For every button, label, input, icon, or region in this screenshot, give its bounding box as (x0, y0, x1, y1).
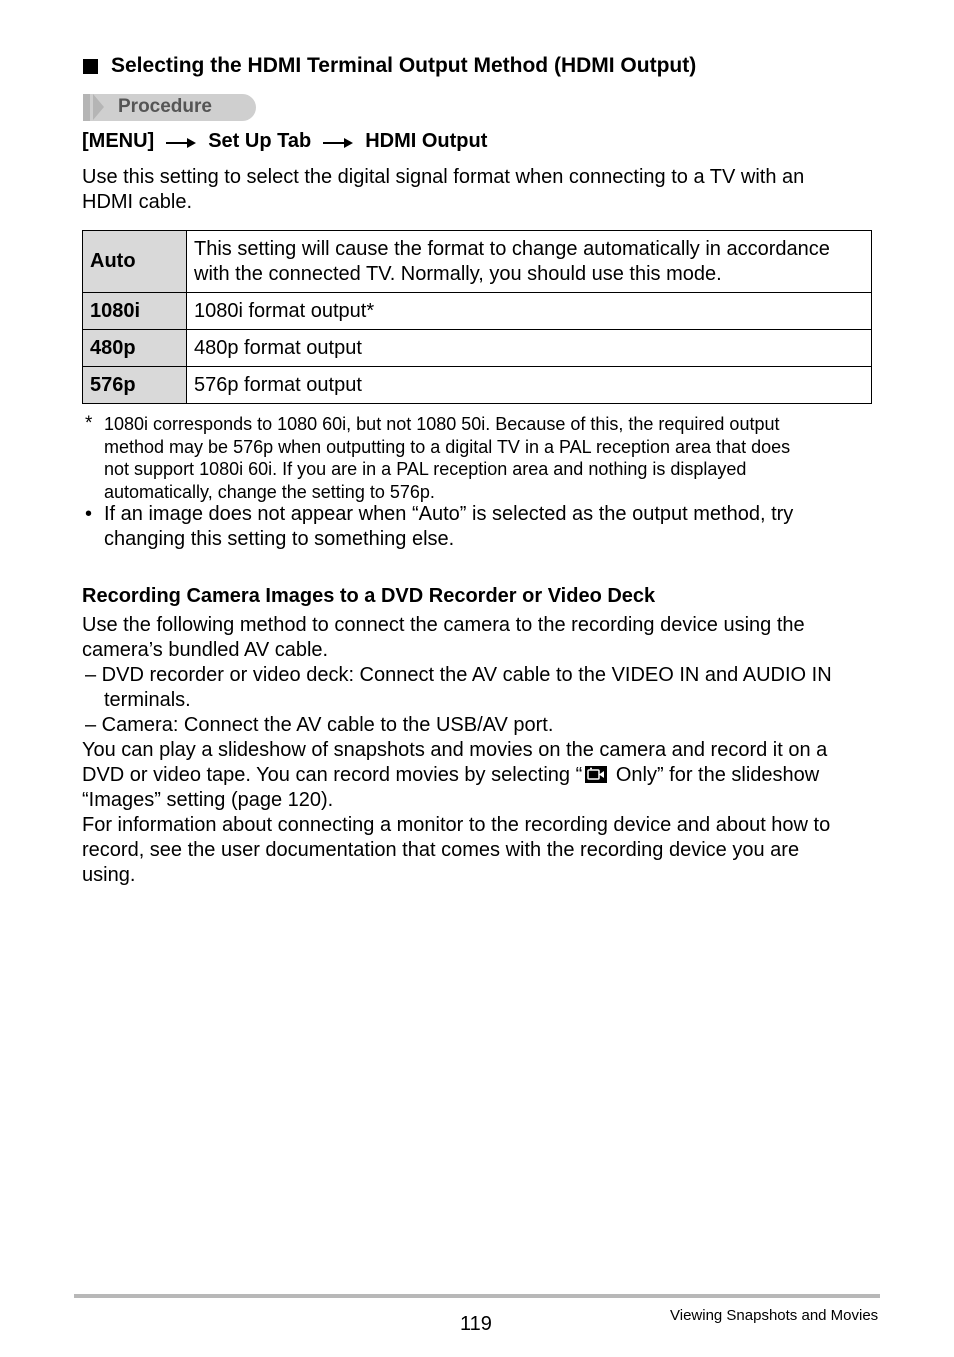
intro-line: Use this setting to select the digital signal format when connecting to a TV with an (82, 166, 805, 188)
footnote-line: method may be 576p when outputting to a digital TV in a PAL reception area that does (104, 436, 791, 457)
bullet-item (104, 502, 793, 552)
paragraph-line: For information about connecting a monitor to the recording device and about how to (82, 814, 831, 836)
paragraph-line (82, 763, 882, 788)
arrow-right-icon (323, 138, 353, 148)
option-description-line: with the connected TV. Normally, you should use this mode. (194, 262, 722, 285)
paragraph-line: Use the following method to connect the camera to the recording device using the (82, 614, 805, 636)
procedure-bar-icon (83, 94, 90, 121)
footnote-line: not support 1080i 60i. If you are in a PAL reception area and nothing is displayed (104, 459, 747, 479)
paragraph-line: record, see the user documentation that comes with the recording device you are (82, 839, 800, 861)
paragraph-line: camera’s bundled AV cable. (82, 639, 329, 661)
table-row (83, 367, 872, 404)
footnote-line: automatically, change the setting to 576p. (104, 481, 435, 502)
hdmi-options-table (82, 230, 872, 404)
paragraph-fragment: Only” for the slideshow (610, 764, 820, 786)
bullet-line: changing this setting to something else. (104, 528, 455, 550)
section-heading: Recording Camera Images to a DVD Recorder or Video Deck (82, 585, 656, 607)
bullet-mark: • (85, 503, 93, 525)
option-key: Auto (83, 231, 187, 293)
movie-icon (585, 766, 607, 783)
option-key: 1080i (83, 293, 187, 330)
table-row (83, 293, 872, 330)
footnote-mark: * (85, 413, 93, 434)
table-row (83, 330, 872, 367)
footer-divider (74, 1294, 880, 1298)
dash-item-line: – Camera: Connect the AV cable to the USB/AV port. (85, 714, 554, 736)
section-body (82, 613, 882, 888)
option-key: 480p (83, 330, 187, 367)
intro-line: HDMI cable. (82, 191, 193, 213)
dash-item-line: – DVD recorder or video deck: Connect the AV cable to the VIDEO IN and AUDIO IN (85, 664, 832, 686)
square-bullet-icon (83, 59, 98, 74)
procedure-chevron-icon (93, 94, 104, 120)
footnote (104, 413, 790, 503)
table-row (83, 231, 872, 293)
paragraph-line: You can play a slideshow of snapshots and movies on the camera and record it on a (82, 739, 828, 761)
dash-item-line: terminals. (104, 689, 191, 711)
option-description: 576p format output (187, 367, 872, 404)
bullet-line: If an image does not appear when “Auto” is selected as the output method, try (104, 503, 794, 525)
option-description (187, 231, 872, 293)
arrow-right-icon (166, 138, 196, 148)
option-description-line: This setting will cause the format to change automatically in accordance (194, 237, 830, 260)
paragraph-line: “Images” setting (page 120). (82, 789, 334, 811)
menu-path-tab: Set Up Tab (208, 130, 312, 152)
paragraph-line: using. (82, 864, 136, 886)
footnote-line: 1080i corresponds to 1080 60i, but not 1080 50i. Because of this, the required output (104, 414, 780, 434)
page-heading (83, 54, 696, 78)
footer-section-title: Viewing Snapshots and Movies (670, 1307, 879, 1324)
procedure-label: Procedure (118, 96, 212, 117)
paragraph-fragment: DVD or video tape. You can record movies by selecting “ (82, 764, 583, 786)
menu-path-item: HDMI Output (365, 130, 488, 152)
option-key: 576p (83, 367, 187, 404)
option-description: 480p format output (187, 330, 872, 367)
option-description: 1080i format output* (187, 293, 872, 330)
menu-path (82, 130, 487, 153)
page-number: 119 (460, 1313, 492, 1335)
intro-paragraph (82, 165, 804, 215)
heading-text: Selecting the HDMI Terminal Output Method (HDMI Output) (111, 54, 697, 77)
menu-path-menu: [MENU] (82, 130, 155, 152)
procedure-tab (83, 94, 256, 121)
